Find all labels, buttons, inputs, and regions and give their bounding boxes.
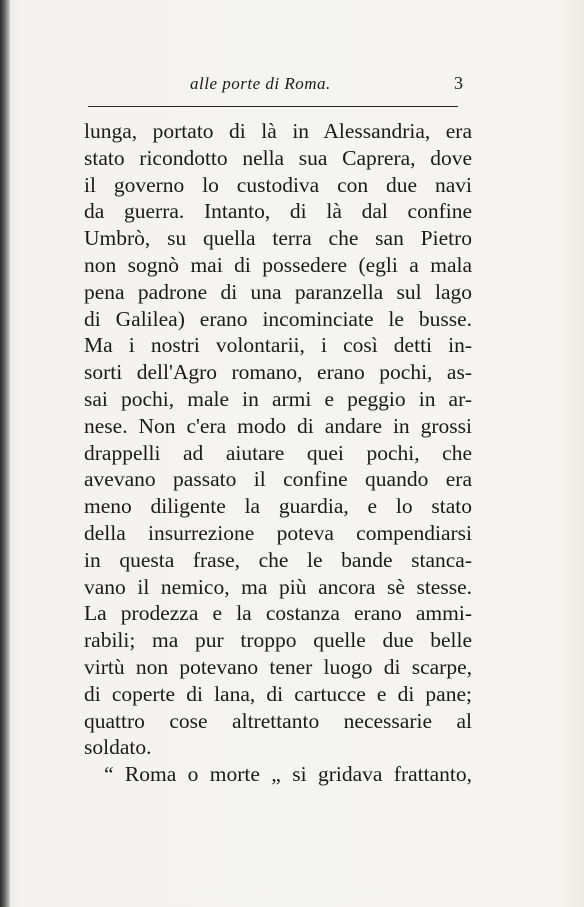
text-line: La prodezza e la costanza erano ammi- bbox=[84, 601, 472, 626]
text-line: virtù non potevano tener luogo di scarpe, bbox=[84, 654, 472, 679]
text-line: il governo lo custodiva con due navi bbox=[84, 172, 472, 197]
text-line: di Galilea) erano incominciate le busse. bbox=[84, 306, 472, 331]
text-line: Ma i nostri volontarii, i così detti in- bbox=[84, 333, 472, 358]
text-line: rabili; ma pur troppo quelle due belle bbox=[84, 628, 472, 653]
text-line: da guerra. Intanto, di là dal confine bbox=[84, 199, 472, 224]
text-line: non sognò mai di possedere (egli a mala bbox=[84, 252, 472, 277]
text-line: meno diligente la guardia, e lo stato bbox=[84, 494, 472, 519]
text-line: pena padrone di una paranzella sul lago bbox=[84, 279, 472, 304]
text-line: in questa frase, che le bande stanca- bbox=[84, 547, 472, 572]
text-line: Umbrò, su quella terra che san Pietro bbox=[84, 226, 472, 251]
text-line: nese. Non c'era modo di andare in grossi bbox=[84, 413, 472, 438]
body-text bbox=[84, 118, 472, 788]
text-line: sai pochi, male in armi e peggio in ar- bbox=[84, 386, 472, 411]
text-line: drappelli ad aiutare quei pochi, che bbox=[84, 440, 472, 465]
page-binding-edge bbox=[0, 0, 10, 907]
text-line: vano il nemico, ma più ancora sè stesse. bbox=[84, 574, 472, 599]
running-title: alle porte di Roma. bbox=[190, 74, 331, 93]
text-line: sorti dell'Agro romano, erano pochi, as- bbox=[84, 360, 472, 385]
text-line: della insurrezione poteva compendiarsi bbox=[84, 520, 472, 545]
text-line: lunga, portato di là in Alessandria, era bbox=[84, 119, 472, 143]
text-line: soldato. bbox=[84, 735, 152, 760]
text-line: avevano passato il confine quando era bbox=[84, 467, 472, 492]
page-number: 3 bbox=[454, 73, 463, 93]
text-line: quattro cose altrettanto necessarie al bbox=[84, 708, 472, 733]
text-line: di coperte di lana, di cartucce e di pane; bbox=[84, 681, 472, 706]
text-line: “ Roma o morte „ si gridava frattanto, bbox=[104, 762, 472, 787]
text-line: stato ricondotto nella sua Caprera, dove bbox=[84, 145, 472, 170]
header-rule bbox=[88, 106, 458, 107]
